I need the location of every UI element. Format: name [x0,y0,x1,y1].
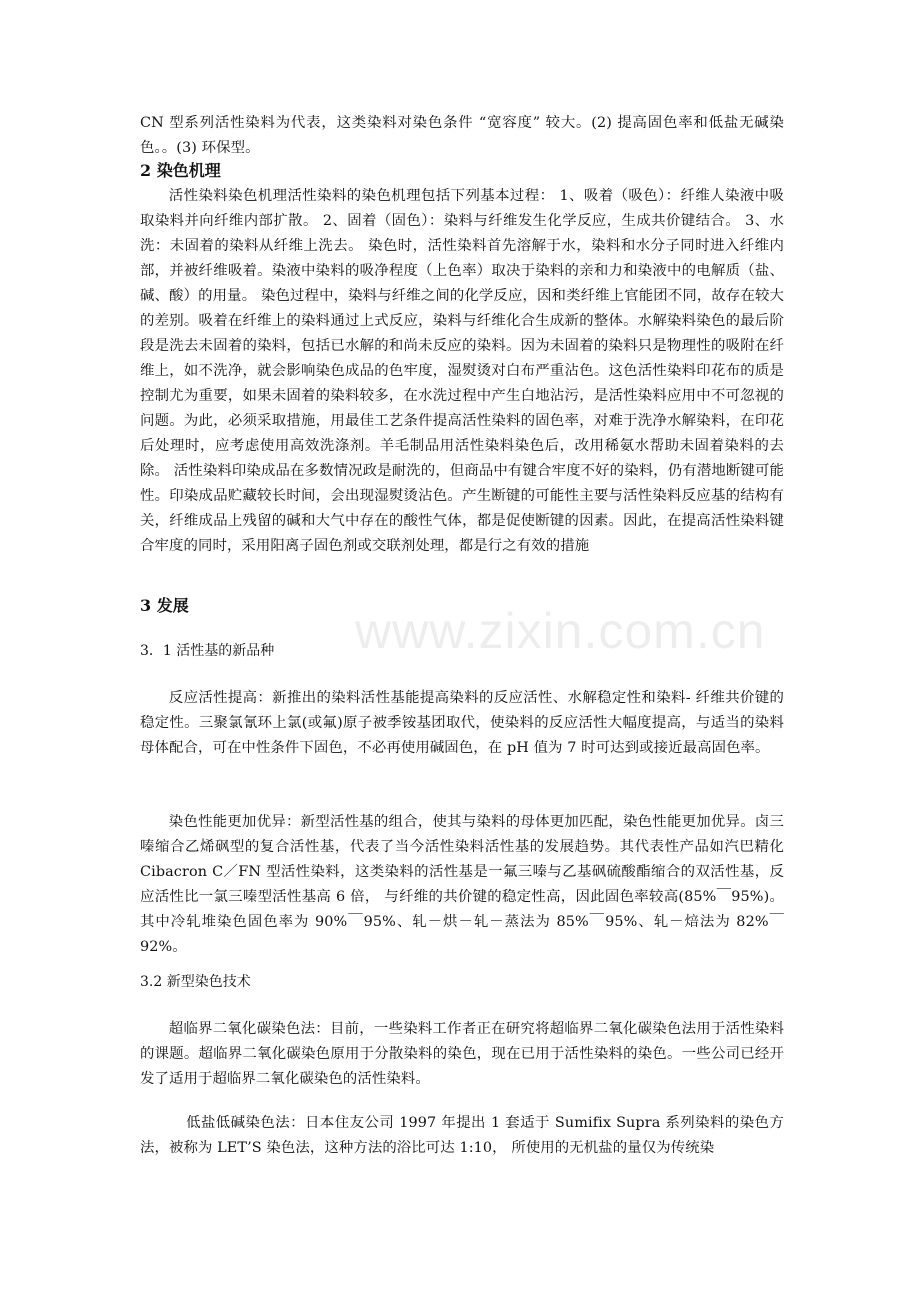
subsection-3-2-paragraph-1: 超临界二氧化碳染色法：目前，一些染料工作者正在研究将超临界二氧化碳染色法用于活性染料的课题。超临界二氧化碳染色原用于分散染料的染色，现在已用于活性染料的染色。一些公司已经开发了适用于超临界二氧化碳染色的活性染料。 [140,1021,784,1087]
intro-paragraph: CN 型系列活性染料为代表，这类染料对染色条件 “宽容度” 较大。(2) 提高固色率和低盐无碱染色。。(3) 环保型。 [140,115,784,156]
subsection-3-1-heading: 3．1 活性基的新品种 [140,643,275,659]
subsection-3-1-paragraph-1: 反应活性提高：新推出的染料活性基能提高染料的反应活性、水解稳定性和染料- 纤维共价键的稳定性。三聚氯氰环上氯(或氟)原子被季铵基团取代，使染料的反应活性大幅度提高，与适当的染料母体配合，可在中性条件下固色，不必再使用碱固色，在 pH 值为 7 时可达到或接近最高固色率。 [140,690,784,756]
section-2-heading: 2 染色机理 [140,161,221,180]
section-3-heading: 3 发展 [140,596,189,615]
watermark: www.zixin.com.cn [355,603,766,659]
section-2-paragraph: 活性染料染色机理活性染料的染色机理包括下列基本过程： 1、吸着（吸色）：纤维人染液中吸取染料并向纤维内部扩散。 2、固着（固色）：染料与纤维发生化学反应，生成共价键结合。 3、水洗：未固着的染料从纤维上洗去。 染色时，活性染料首先溶解于水，染料和水分子同时进入纤维内部，并被纤维吸着。染液中染料的吸净程度（上色率）取决于染料的亲和力和染液中的电解质（盐、碱、酸）的用量。 染色过程中，染料与纤维之间的化学反应，因和类纤维上官能团不同，故存在较大的差别。吸着在纤维上的染料通过上式反应，染料与纤维化合生成新的整体。水解染料染色的最后阶段是洗去未固着的染料，包括已水解的和尚未反应的染料。因为未固着的染料只是物理性的吸附在纤维上，如不洗净，就会影响染色成品的色牢度，湿熨烫对白布严重沾色。这色活性染料印花布的质是控制尤为重要，如果未固着的染料较多，在水洗过程中产生白地沾污，是活性染料应用中不可忽视的问题。为此，必须采取措施，用最佳工艺条件提高活性染料的固色率，对难于洗净水解染料，在印花后处理时，应考虑使用高效洗涤剂。羊毛制品用活性染料染色后，改用稀氨水帮助未固着染料的去除。 活性染料印染成品在多数情况政是耐洗的，但商品中有键合牢度不好的染料，仍有潜地断键可能性。印染成品贮藏较长时间，会出现湿熨烫沾色。产生断键的可能性主要与活性染料反应基的结构有关，纤维成品上残留的碱和大气中存在的酸性气体，都是促使断键的因素。因此，在提高活性染料键合牢度的同时，采用阳离子固色剂或交联剂处理，都是行之有效的措施 [140,188,784,554]
subsection-3-1-paragraph-2: 染色性能更加优异：新型活性基的组合，使其与染料的母体更加匹配，染色性能更加优异。卤三嗪缩合乙烯砜型的复合活性基，代表了当今活性染料活性基的发展趋势。其代表性产品如汽巴精化 Cibacron C／FN 型活性染料，这类染料的活性基是一氟三嗪与乙基砜硫酸酯缩合的双活性基，反应活性比一氯三嗪型活性基高 6 倍， 与纤维的共价键的稳定性高，因此固色率较高(85%￣95%)。其中冷轧堆染色固色率为 90%￣95%、轧－烘－轧－蒸法为 85%￣95%、轧－焙法为 82%￣92%。 [140,814,784,955]
subsection-3-2-paragraph-2: 低盐低碱染色法：日本住友公司 1997 年提出 1 套适于 Sumifix Supra 系列染料的染色方法，被称为 LET’S 染色法，这种方法的浴比可达 1:10， 所使用的无机盐的量仅为传统染 [140,1115,784,1156]
subsection-3-2-heading: 3.2 新型染色技术 [140,974,251,990]
